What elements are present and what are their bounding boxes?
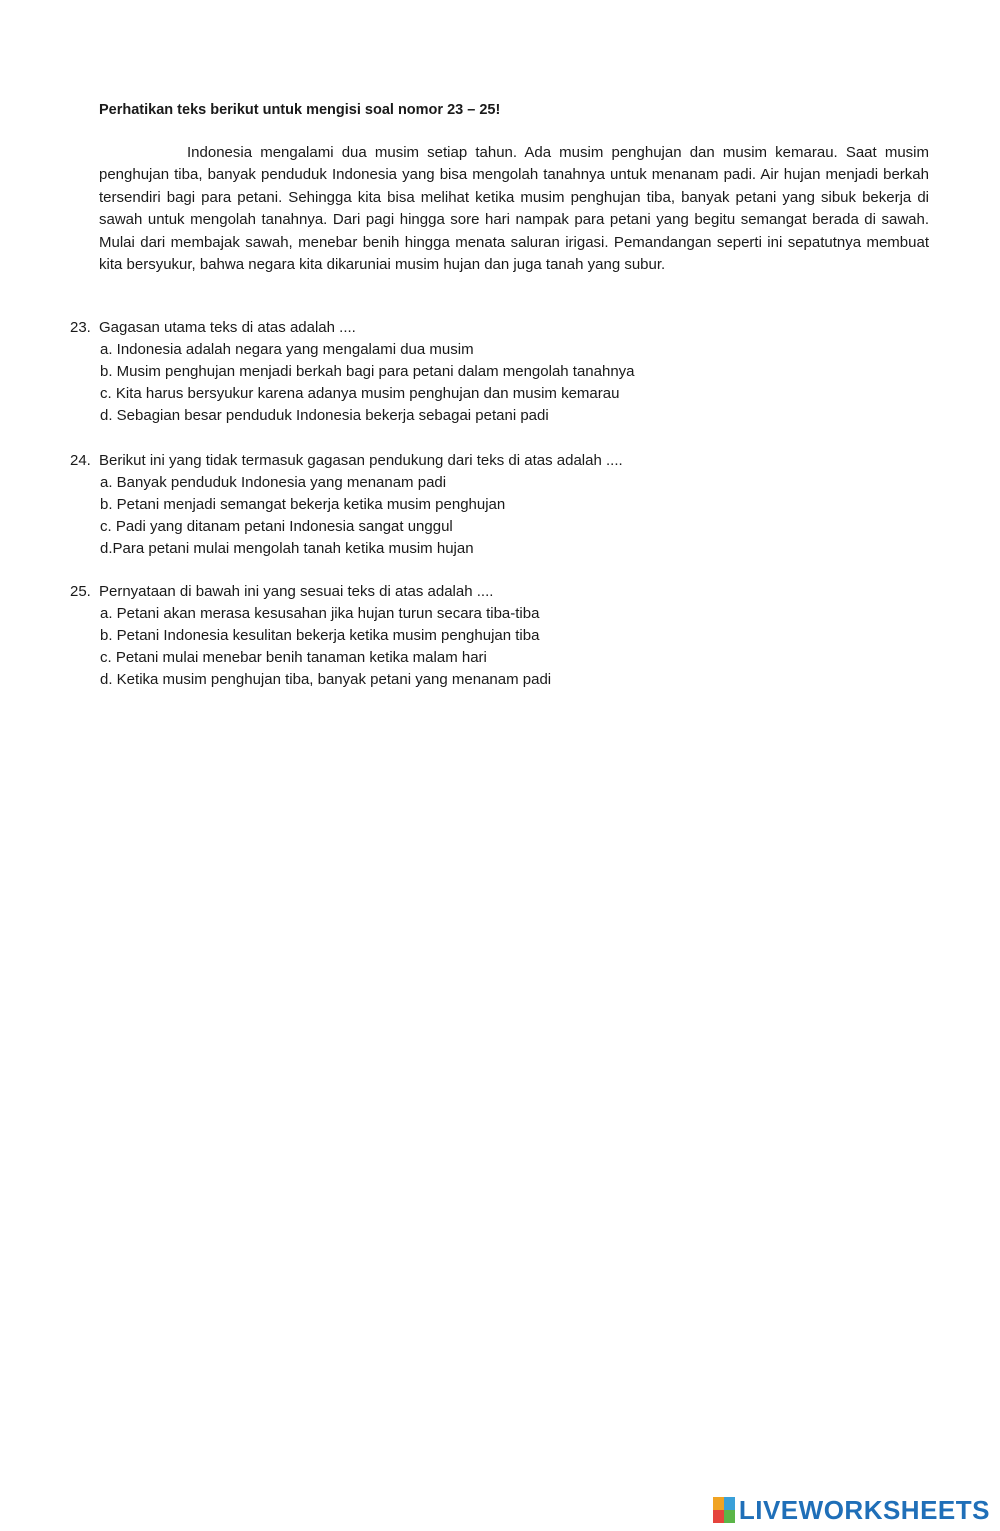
question-text: Gagasan utama teks di atas adalah ....: [99, 319, 356, 336]
answer-option-c: c. Kita harus bersyukur karena adanya musim penghujan dan musim kemarau: [100, 385, 620, 402]
answer-options: [70, 339, 950, 427]
answer-option-b: b. Petani menjadi semangat bekerja ketika musim penghujan: [100, 496, 506, 513]
answer-option-d: d. Ketika musim penghujan tiba, banyak petani yang menanam padi: [100, 671, 552, 688]
logo-square-blue: [724, 1497, 735, 1510]
question-text: Pernyataan di bawah ini yang sesuai teks di atas adalah ....: [99, 583, 494, 600]
question-24: [70, 450, 950, 560]
reading-passage: Indonesia mengalami dua musim setiap tahun. Ada musim penghujan dan musim kemarau. Saat musim penghujan tiba, banyak penduduk Indonesia yang bisa mengolah tanahnya untuk menanam padi. Air hujan menjadi berkah tersendiri bagi para petani. Sehingga kita bisa melihat ketika musim penghujan tiba, banyak petani yang sibuk bekerja di sawah untuk mengolah tanahnya. Dari pagi hingga sore hari nampak para petani yang begitu semangat berada di sawah. Mulai dari membajak sawah, menebar benih hingga menata saluran irigasi. Pemandangan seperti ini sepatutnya membuat kita bersyukur, bahwa negara kita dikaruniai musim hujan dan juga tanah yang subur.: [99, 144, 929, 274]
answer-options: [70, 472, 950, 560]
question-number: 23.: [70, 319, 91, 336]
logo-square-orange: [713, 1497, 724, 1510]
question-stem: [70, 450, 950, 472]
answer-option-b: b. Musim penghujan menjadi berkah bagi para petani dalam mengolah tanahnya: [100, 363, 635, 380]
answer-option-a: a. Petani akan merasa kesusahan jika hujan turun secara tiba-tiba: [100, 605, 540, 622]
answer-option-a: a. Indonesia adalah negara yang mengalami dua musim: [100, 341, 474, 358]
brand-name: LIVEWORKSHEETS: [738, 1495, 990, 1525]
answer-option-a: a. Banyak penduduk Indonesia yang menanam padi: [100, 474, 447, 491]
question-25: [70, 581, 950, 691]
answer-option-d: d. Sebagian besar penduduk Indonesia bekerja sebagai petani padi: [100, 407, 549, 424]
instruction-heading: Perhatikan teks berikut untuk mengisi soal nomor 23 – 25!: [99, 102, 501, 118]
answer-option-b: b. Petani Indonesia kesulitan bekerja ketika musim penghujan tiba: [100, 627, 540, 644]
answer-option-c: c. Padi yang ditanam petani Indonesia sangat unggul: [100, 518, 453, 535]
logo-square-red: [713, 1510, 724, 1523]
liveworksheets-watermark[interactable]: [713, 1495, 990, 1525]
answer-option-d: d.Para petani mulai mengolah tanah ketika musim hujan: [100, 540, 474, 557]
answer-options: [70, 603, 950, 691]
question-text: Berikut ini yang tidak termasuk gagasan pendukung dari teks di atas adalah ....: [99, 452, 623, 469]
question-23: [70, 317, 950, 427]
logo-square-green: [724, 1510, 735, 1523]
question-stem: [70, 317, 950, 339]
question-stem: [70, 581, 950, 603]
question-number: 24.: [70, 452, 91, 469]
question-number: 25.: [70, 583, 91, 600]
answer-option-c: c. Petani mulai menebar benih tanaman ketika malam hari: [100, 649, 487, 666]
liveworksheets-logo-icon: [713, 1497, 735, 1523]
